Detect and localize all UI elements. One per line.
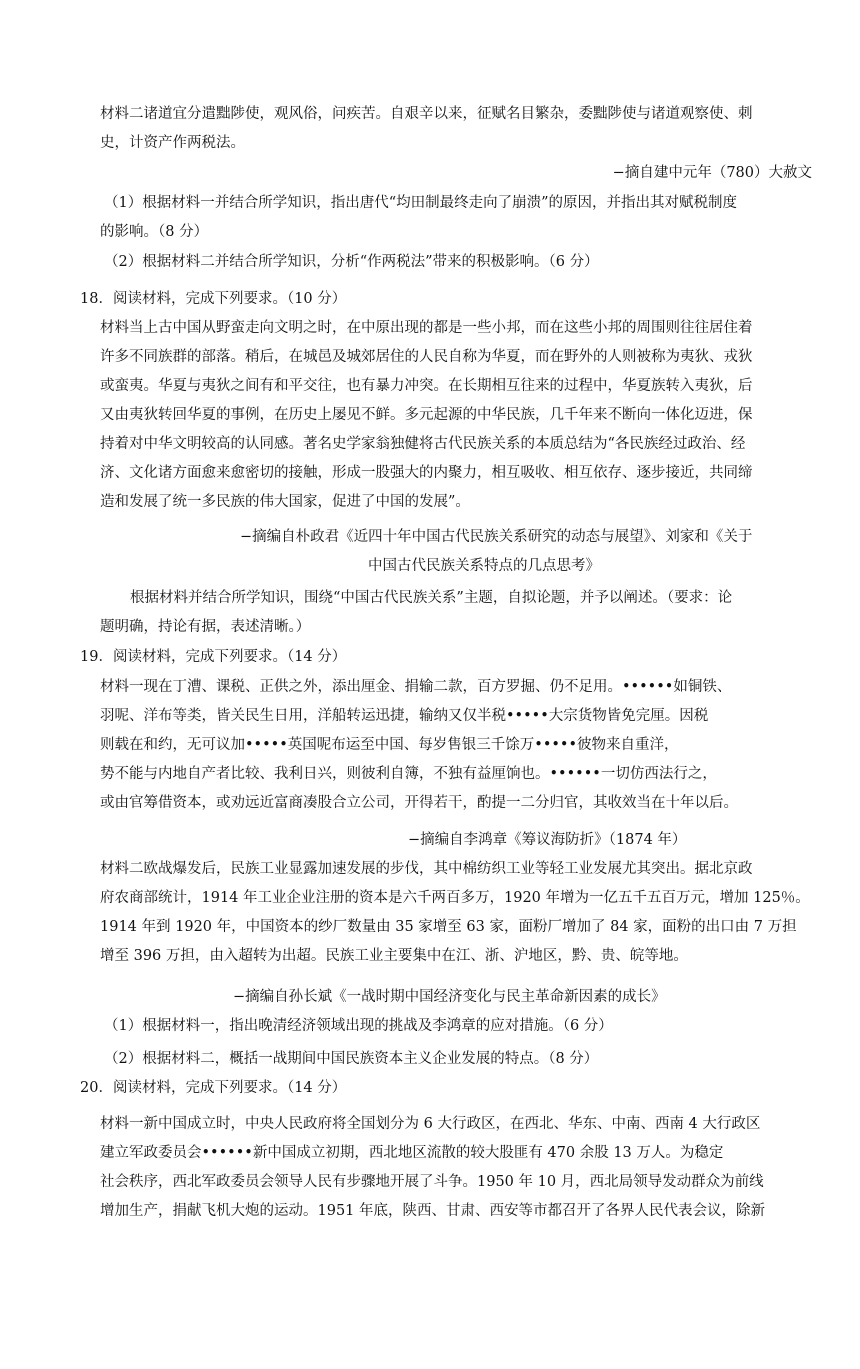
q19-material1-line: 则载在和约，无可议加•••••英国呢布运至中国、每岁售银三千馀万•••••彼物来自重洋， <box>100 737 679 753</box>
q19-material1-line: 羽呢、洋布等类，皆关民生日用，洋船转运迅捷，输纳又仅半税•••••大宗货物皆免完厘。因税 <box>100 708 709 724</box>
q20-material-line: 增加生产，捐献飞机大炮的运动。1951 年底，陕西、甘肃、西安等市都召开了各界人民代表会议，除新 <box>100 1203 766 1219</box>
q18-material-line: 或蛮夷。华夏与夷狄之间有和平交往，也有暴力冲突。在长期相互往来的过程中，华夏族转入夷狄，后 <box>100 378 753 394</box>
q19-source-1: −摘编自李鸿章《筹议海防折》（1874 年） <box>408 832 687 848</box>
q20-material-line: 社会秩序，西北军政委员会领导人民有步骤地开展了斗争。1950 年 10 月，西北局领导发动群众为前线 <box>100 1174 764 1190</box>
q17-subquestion-1-line-1: （1）根据材料一并结合所学知识，指出唐代“均田制最终走向了崩溃”的原因，并指出其对赋税制度 <box>104 195 738 211</box>
q19-material1-line: 势不能与内地自产者比较、我利日兴，则彼利自簿，不独有益厘饷也。••••••一切仿西法行之， <box>100 766 717 782</box>
q18-source-line-1: −摘编自朴政君《近四十年中国古代民族关系研究的动态与展望》、刘家和《关于 <box>240 529 753 545</box>
q19-subquestion-1: （1）根据材料一，指出晚清经济领域出现的挑战及李鸿章的应对措施。（6 分） <box>104 1018 613 1034</box>
q18-heading: 18．阅读材料，完成下列要求。（10 分） <box>80 291 347 307</box>
q19-material2-line: 增至 396 万担，由入超转为出超。民族工业主要集中在江、浙、沪地区，黔、贵、皖等地。 <box>100 948 688 964</box>
q18-material-line: 材料当上古中国从野蛮走向文明之时，在中原出现的都是一些小邦，而在这些小邦的周围则往往居住着 <box>100 320 753 336</box>
q18-task-line-2: 题明确，持论有据，表述清晰。） <box>100 619 311 635</box>
q20-material-line: 材料一新中国成立时，中央人民政府将全国划分为 6 大行政区，在西北、华东、中南、西南 4 大行政区 <box>100 1116 761 1132</box>
q18-material-line: 持着对中华文明较高的认同感。著名史学家翁独健将古代民族关系的本质总结为“各民族经过政治、经 <box>100 436 746 452</box>
q18-material-line: 济、文化诸方面愈来愈密切的接触，形成一股强大的内聚力，相互吸收、相互依存、逐步接近，共同缔 <box>100 465 753 481</box>
q18-material-line: 许多不同族群的部落。稍后，在城邑及城郊居住的人民自称为华夏，而在野外的人则被称为夷狄、戎狄 <box>100 349 753 365</box>
q20-heading: 20．阅读材料，完成下列要求。（14 分） <box>80 1080 347 1096</box>
q17-material2-line-2: 史，计资产作两税法。 <box>100 135 245 151</box>
q18-task-line-1: 根据材料并结合所学知识，围绕“中国古代民族关系”主题，自拟论题，并予以阐述。（要求：论 <box>130 590 733 606</box>
q19-source-2: −摘编自孙长斌《一战时期中国经济变化与民主革命新因素的成长》 <box>233 989 666 1005</box>
q19-material1-line: 或由官筹借资本，或劝远近富商凑股合立公司，开得若干，酌提一二分归官，其收效当在十年以后。 <box>100 795 738 811</box>
q20-material-line: 建立军政委员会••••••新中国成立初期，西北地区流散的较大股匪有 470 余股 13 万人。为稳定 <box>100 1145 724 1161</box>
q18-material-line: 造和发展了统一多民族的伟大国家，促进了中国的发展”。 <box>100 494 470 510</box>
q19-material2-line: 1914 年到 1920 年，中国资本的纱厂数量由 35 家增至 63 家，面粉厂增加了 84 家，面粉的出口由 7 万担 <box>100 919 797 935</box>
q19-subquestion-2: （2）根据材料二，概括一战期间中国民族资本主义企业发展的特点。（8 分） <box>104 1051 599 1067</box>
q18-material-line: 又由夷狄转回华夏的事例，在历史上屡见不鲜。多元起源的中华民族，几千年来不断向一体化迈进，保 <box>100 407 753 423</box>
q19-material2-line: 材料二欧战爆发后，民族工业显露加速发展的步伐，其中棉纺织工业等轻工业发展尤其突出。据北京政 <box>100 861 753 877</box>
q17-subquestion-2: （2）根据材料二并结合所学知识，分析“作两税法”带来的积极影响。（6 分） <box>104 254 599 270</box>
q19-material2-line: 府农商部统计，1914 年工业企业注册的资本是六千两百多万，1920 年增为一亿五千五百万元，增加 125％。 <box>100 890 810 906</box>
q17-source: −摘自建中元年（780）大赦文 <box>612 165 812 181</box>
q18-source-line-2: 中国古代民族关系特点的几点思考》 <box>368 558 600 574</box>
q19-heading: 19．阅读材料，完成下列要求。（14 分） <box>80 649 347 665</box>
q19-material1-line: 材料一现在丁漕、课税、正供之外，添出厘金、捐输二款，百方罗掘、仍不足用。••••••如铜铁、 <box>100 679 732 695</box>
q17-subquestion-1-line-2: 的影响。（8 分） <box>100 224 209 240</box>
q17-material2-line-1: 材料二诸道宜分遣黜陟使，观风俗，问疾苦。自艰辛以来，征赋名目繁杂，委黜陟使与诸道观察使、刺 <box>100 106 753 122</box>
